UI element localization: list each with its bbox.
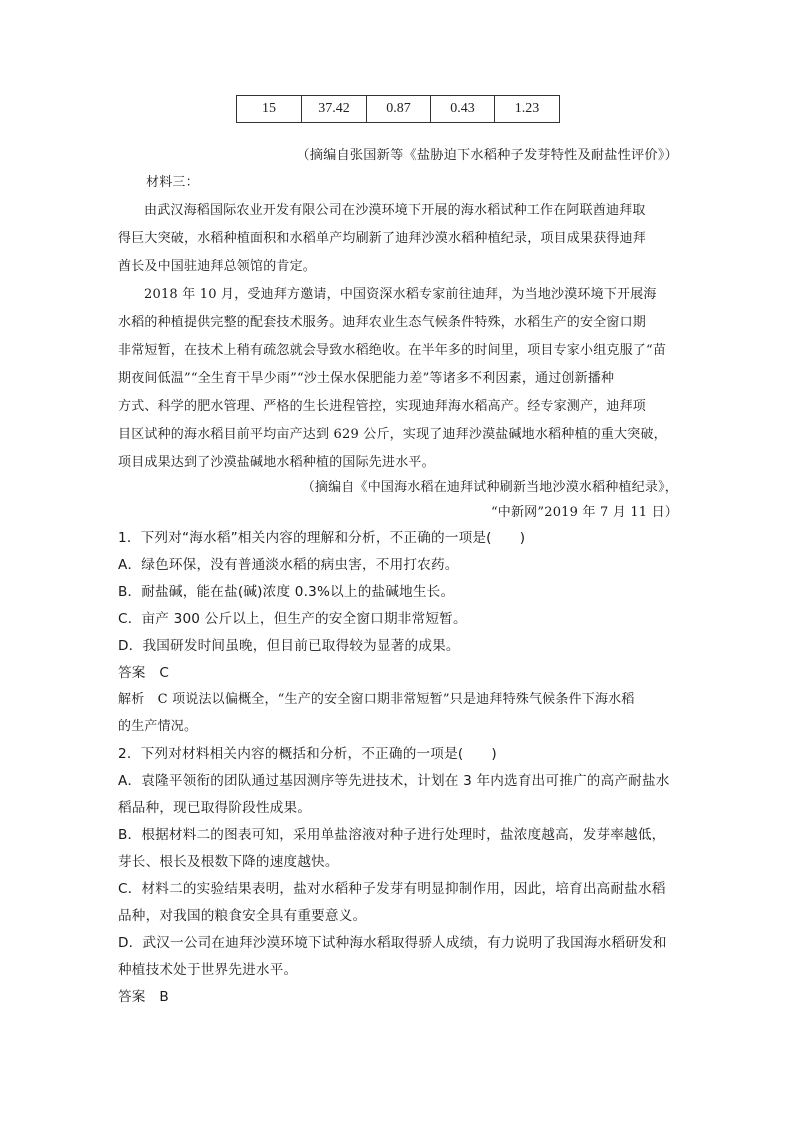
material3-source: （摘编自《中国海水稻在迪拜试种刷新当地沙漠水稻种植纪录》， xyxy=(301,480,678,495)
material3-heading: 材料三： xyxy=(146,175,199,190)
question-2-stem xyxy=(118,744,678,764)
question-2-option-c-cont: 品种，对我国的粮食安全具有重要意义。 xyxy=(118,908,367,924)
question-1-option-c: C．亩产 300 公斤以上，但生产的安全窗口期非常短暂。 xyxy=(118,611,467,627)
question-2-option-a-cont: 稻品种，现已取得阶段性成果。 xyxy=(118,800,312,816)
question-2-option-d: D．武汉一公司在迪拜沙漠环境下试种海水稻取得骄人成绩，有力说明了我国海水稻研发和 xyxy=(118,935,667,951)
question-2-option-a: A．袁隆平领衔的团队通过基因测序等先进技术，计划在 3 年内选育出可推广的高产耐盐水 xyxy=(118,773,670,789)
question-1-option-d: D．我国研发时间虽晚，但目前已取得较为显著的成果。 xyxy=(118,638,460,654)
paragraph-line: 2018 年 10 月，受迪拜方邀请，中国资深水稻专家前往迪拜，为当地沙漠环境下开展海 xyxy=(144,287,657,302)
paragraph-line: 非常短暂，在技术上稍有疏忽就会导致水稻绝收。在半年多的时间里，项目专家小组克服了“苗 xyxy=(118,343,667,358)
paragraph-line: 水稻的种植提供完整的配套技术服务。迪拜农业生态气候条件特殊，水稻生产的安全窗口期 xyxy=(118,315,647,330)
material2-source: （摘编自张国新等《盐胁迫下水稻种子发芽特性及耐盐性评价》） xyxy=(296,148,678,163)
paragraph-line: 得巨大突破，水稻种植面积和水稻单产均刷新了迪拜沙漠水稻种植纪录，项目成果获得迪拜 xyxy=(118,231,647,246)
question-2-stem-close: ) xyxy=(491,746,497,762)
paragraph-line: 酋长及中国驻迪拜总领馆的肯定。 xyxy=(118,259,317,274)
material3-source-date: “中新网”2019 年 7 月 11 日） xyxy=(490,505,678,520)
question-1-answer: 答案 C xyxy=(118,665,170,681)
table-row xyxy=(237,96,560,123)
data-table xyxy=(236,95,560,123)
question-1-stem xyxy=(118,528,678,548)
question-1-explanation: 解析 C 项说法以偏概全，“生产的安全窗口期非常短暂”只是迪拜特殊气候条件下海水稻 xyxy=(118,692,635,707)
question-1-explanation: 的生产情况。 xyxy=(118,719,198,734)
question-2-answer: 答案 B xyxy=(118,989,169,1005)
question-2-option-c: C．材料二的实验结果表明，盐对水稻种子发芽有明显抑制作用，因此，培育出高耐盐水稻 xyxy=(118,881,666,897)
paragraph-line: 方式、科学的肥水管理、严格的生长进程管控，实现迪拜海水稻高产。经专家测产，迪拜项 xyxy=(118,399,647,414)
table-cell: 0.43 xyxy=(431,96,495,123)
paragraph-line: 期夜间低温”“全生育干旱少雨”“沙土保水保肥能力差”等诸多不利因素，通过创新播种 xyxy=(118,371,615,386)
question-2-stem-text: 2．下列对材料相关内容的概括和分析，不正确的一项是( xyxy=(118,746,464,762)
paragraph-line: 由武汉海稻国际农业开发有限公司在沙漠环境下开展的海水稻试种工作在阿联酋迪拜取 xyxy=(144,203,646,218)
table-cell: 37.42 xyxy=(302,96,367,123)
table-cell: 0.87 xyxy=(367,96,431,123)
paragraph-line: 项目成果达到了沙漠盐碱地水稻种植的国际先进水平。 xyxy=(118,455,435,470)
question-1-stem-close: ) xyxy=(519,530,526,546)
paragraph-line: 目区试种的海水稻目前平均亩产达到 629 公斤，实现了迪拜沙漠盐碱地水稻种植的重大突破， xyxy=(118,427,667,442)
question-2-option-b: B．根据材料二的图表可知，采用单盐溶液对种子进行处理时，盐浓度越高，发芽率越低， xyxy=(118,827,666,843)
table-cell: 1.23 xyxy=(495,96,560,123)
question-1-option-b: B．耐盐碱，能在盐(碱)浓度 0.3%以上的盐碱地生长。 xyxy=(118,584,455,600)
table-cell: 15 xyxy=(237,96,302,123)
question-2-option-d-cont: 种植技术处于世界先进水平。 xyxy=(118,962,298,978)
question-1-option-a: A．绿色环保，没有普通淡水稻的病虫害，不用打农药。 xyxy=(118,557,459,573)
question-1-stem-text: 1．下列对“海水稻”相关内容的理解和分析，不正确的一项是( xyxy=(118,530,492,546)
question-2-option-b-cont: 芽长、根长及根数下降的速度越快。 xyxy=(118,854,339,870)
